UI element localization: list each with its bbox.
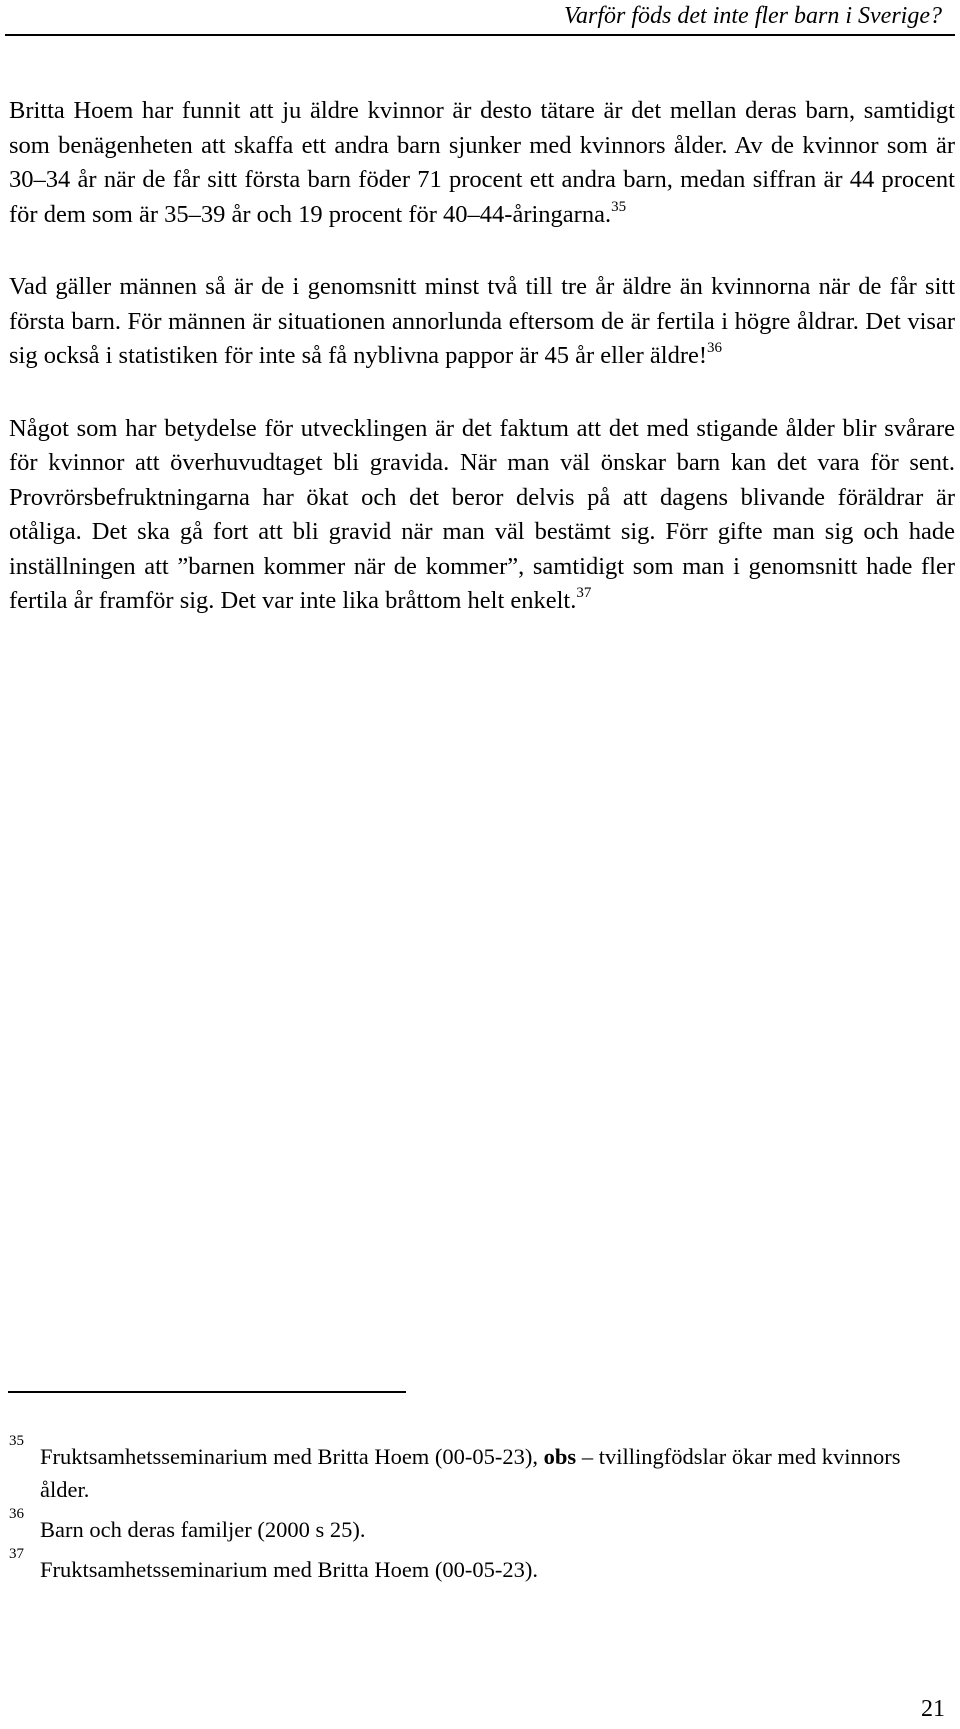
footnote-text: Fruktsamhetsseminarium med Britta Hoem (00-05-23). [40,1557,539,1582]
footnote-35 [9,1433,955,1506]
footnote-text-after: – tvillingfödslar ökar med kvinnors ålder. [40,1444,901,1502]
header-rule [5,34,955,36]
footnote-bold-text: obs [543,1444,577,1469]
footnotes [9,1433,955,1593]
footnote-text: Barn och deras familjer (2000 s 25). [40,1517,366,1542]
paragraph-3-text: Något som har betydelse för utvecklingen är det faktum att det med stigande ålder blir svårare för kvinnor att överhuvudtaget bli gravida. När man väl önskar barn kan det vara för sent. Provrörsbefruktningarna har ökat och det beror delvis på att dagens blivande föräldrar är otåliga. Det ska gå fort att bli gravid när man väl bestämt sig. Förr gifte man sig och hade inställningen att ”barnen kommer när de kommer”, samtidigt som man i genomsnitt hade fler fertila år framför sig. Det var inte lika bråttom helt enkelt. [9,414,955,614]
footnote-number: 37 [9,1546,24,1562]
paragraph-2 [9,270,955,377]
footnote-37 [9,1546,955,1586]
page-number: 21 [921,1696,945,1722]
footnote-text: Fruktsamhetsseminarium med Britta Hoem (00-05-23), [40,1444,544,1469]
footnote-separator [8,1391,406,1393]
paragraph-3 [9,412,955,622]
paragraph-2-text: Vad gäller männen så är de i genomsnitt minst två till tre år äldre än kvinnorna när de får sitt första barn. För männen är situationen annorlunda eftersom de är fertila i högre åldrar. Det visar sig också i statistiken för inte så få nyblivna pappor är 45 år eller äldre! [9,273,955,369]
paragraph-1 [9,94,955,235]
footnote-ref-36[interactable]: 36 [707,340,723,356]
footnote-36 [9,1506,955,1546]
body-text [9,94,955,657]
footnote-ref-37[interactable]: 37 [576,585,592,601]
footnote-number: 36 [9,1506,24,1522]
footnote-number: 35 [9,1433,24,1449]
running-header-title: Varför föds det inte fler barn i Sverige? [564,3,942,29]
footnote-ref-35[interactable]: 35 [611,198,627,215]
paragraph-1-text: Britta Hoem har funnit att ju äldre kvinnor är desto tätare är det mellan deras barn, samtidigt som benägenheten att skaffa ett andra barn sjunker med kvinnors ålder. Av de kvinnor som är 30–34 år när de får sitt första barn föder 71 procent ett andra barn, medan siffran är 44 procent för dem som är 35–39 år och 19 procent för 40–44-åringarna. [9,97,955,228]
